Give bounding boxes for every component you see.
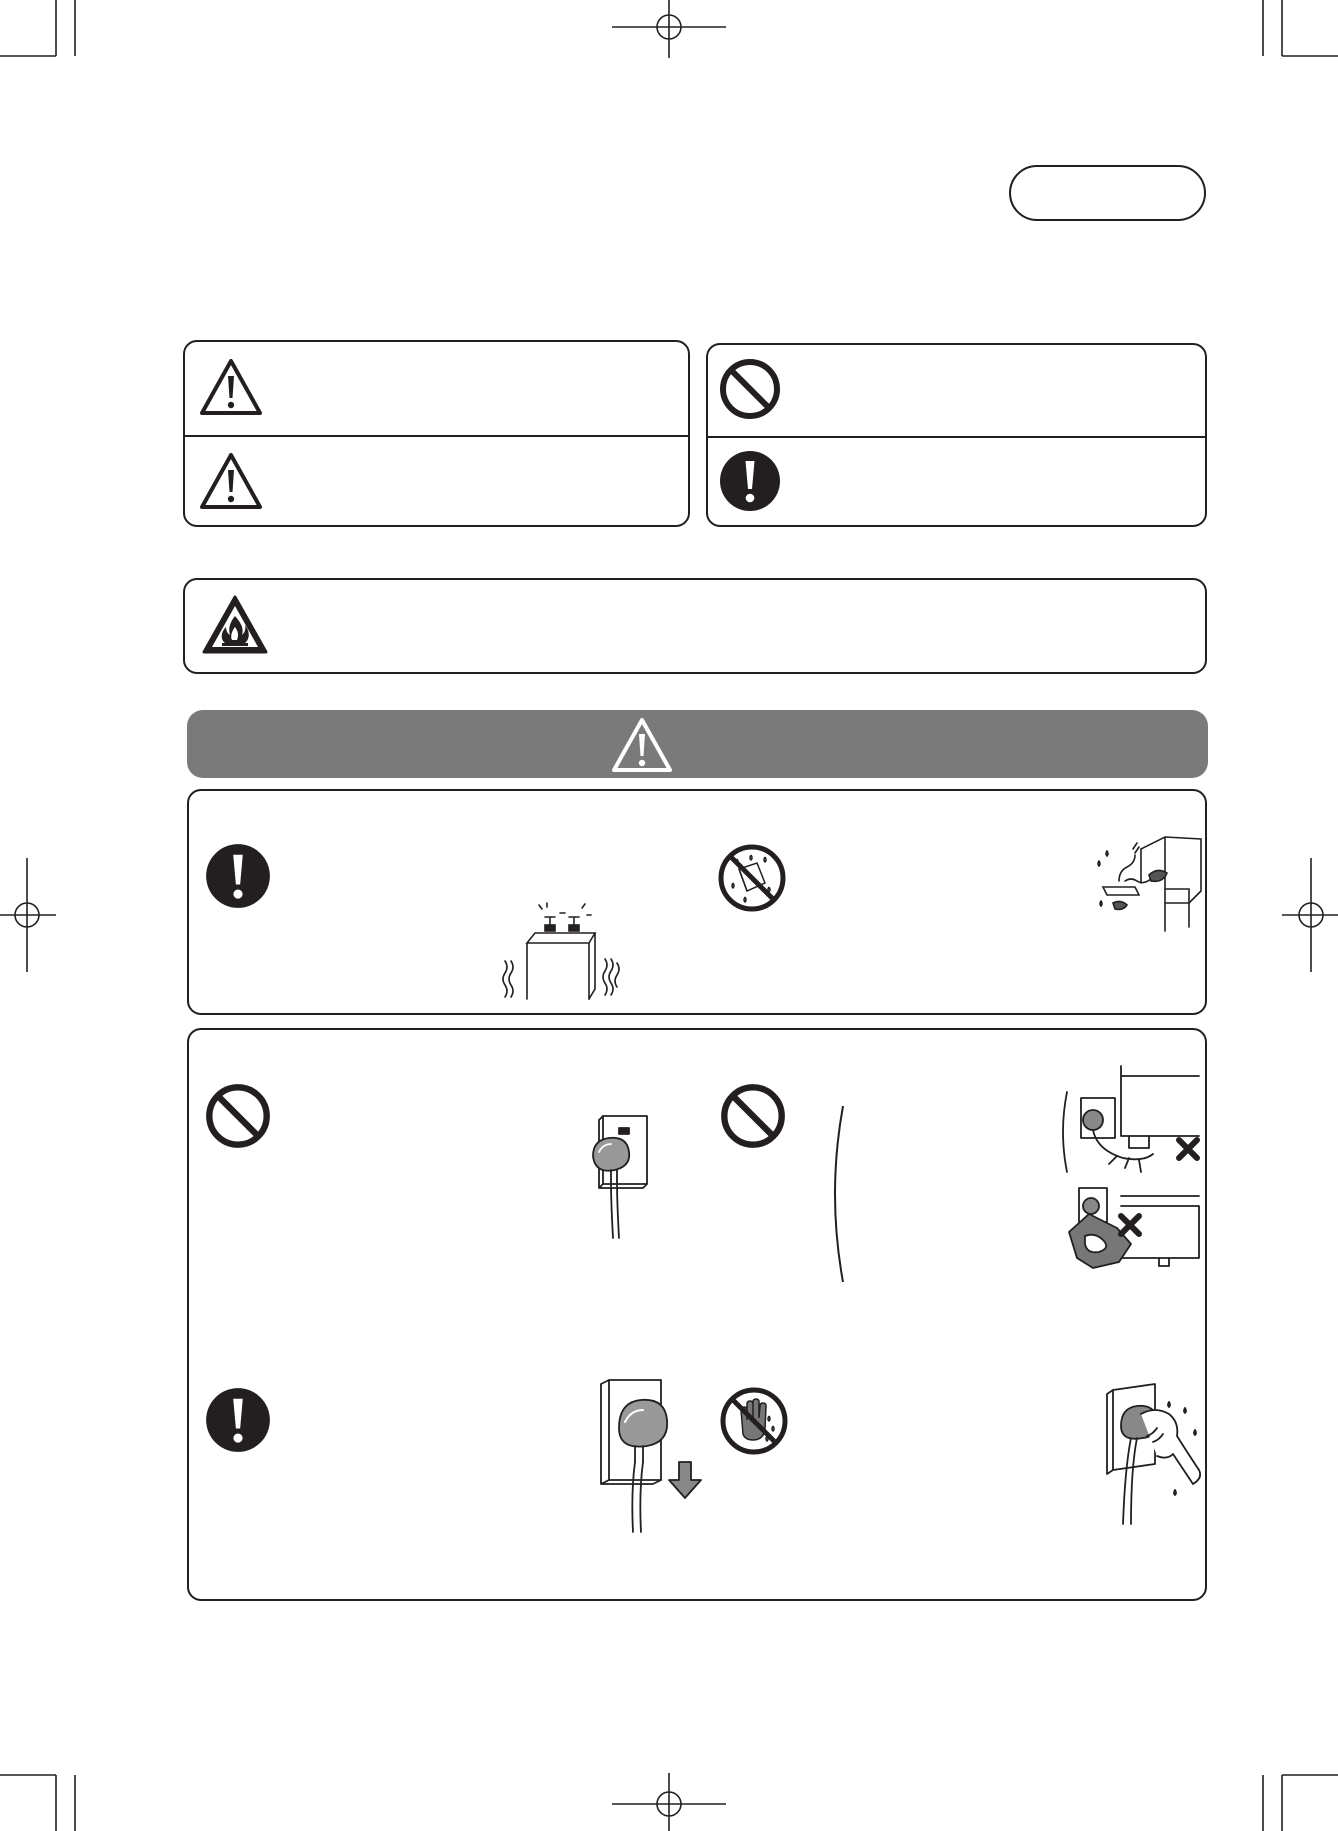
mandatory-icon: [204, 1386, 272, 1454]
item-bracket: [825, 1104, 845, 1284]
registration-target-right: [1278, 858, 1338, 972]
power-section: [187, 1028, 1207, 1601]
warning-triangle-icon: [610, 716, 674, 774]
registration-target-top: [612, 0, 726, 60]
warning-triangle-icon: [199, 358, 263, 416]
language-tab: [1009, 165, 1206, 221]
legend-divider: [185, 435, 688, 437]
flammable-refrigerant-icon: [201, 594, 269, 656]
registration-target-left: [0, 858, 60, 972]
refrigerator-top-ventilation-illustration: [487, 903, 627, 1003]
warning-banner: [187, 710, 1208, 778]
damaged-cord-illustration: [1059, 1062, 1201, 1298]
water-on-plug-illustration: [1093, 831, 1205, 941]
legend-divider: [708, 436, 1205, 438]
no-wet-hands-icon: [719, 1386, 789, 1456]
prohibited-icon: [718, 357, 782, 421]
wet-hand-plug-illustration: [1099, 1380, 1203, 1530]
prohibited-icon: [204, 1082, 272, 1150]
installation-section: [187, 789, 1207, 1015]
mandatory-icon: [718, 449, 782, 513]
no-water-splash-icon: [717, 843, 787, 913]
plug-in-socket-illustration: [583, 1112, 665, 1242]
mandatory-icon: [204, 842, 272, 910]
legend-box-symbols: [706, 343, 1207, 527]
flammable-refrigerant-box: [183, 578, 1207, 674]
prohibited-icon: [719, 1082, 787, 1150]
caution-triangle-icon: [199, 452, 263, 510]
registration-target-bottom: [612, 1771, 726, 1831]
legend-box-severity: [183, 340, 690, 527]
pull-plug-downward-illustration: [595, 1370, 715, 1536]
